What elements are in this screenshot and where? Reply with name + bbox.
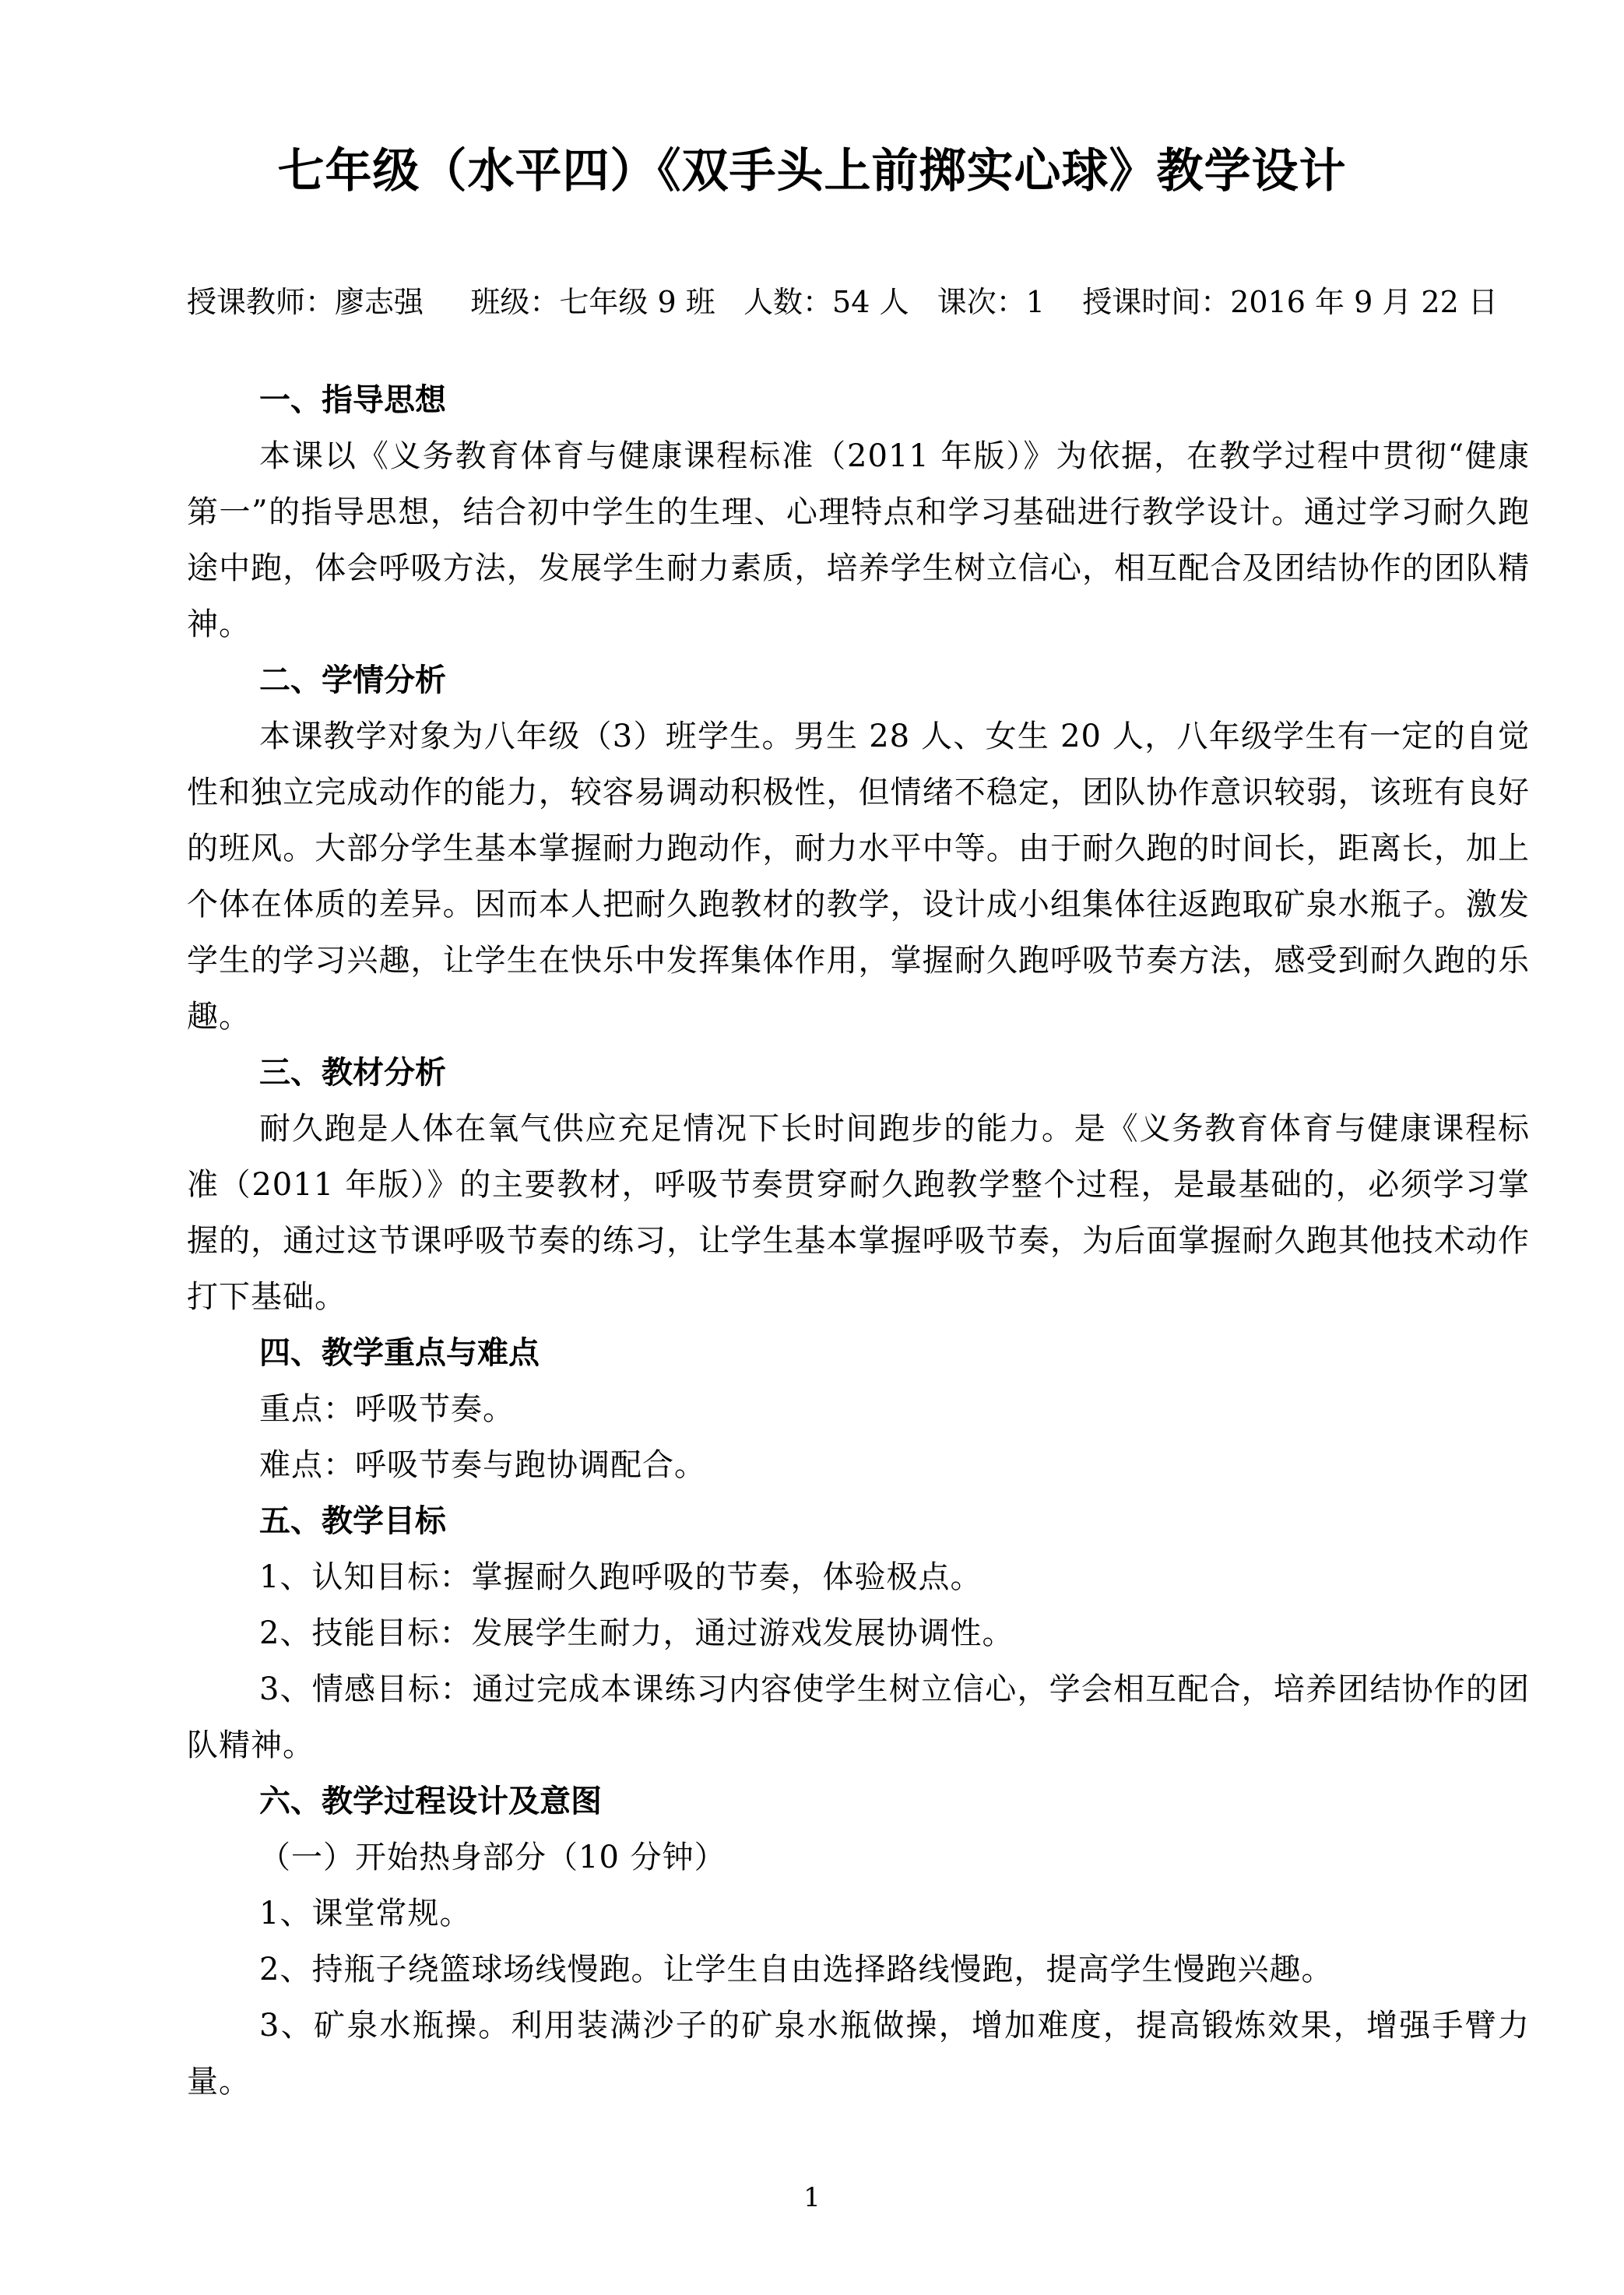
section-heading-guiding-ideology: 一、指导思想 [259, 382, 446, 418]
process-part-warmup: （一）开始热身部分（10 分钟） [259, 1840, 726, 1875]
document-body [187, 372, 1530, 2110]
objective-skill: 2、技能目标：发展学生耐力，通过游戏发展协调性。 [259, 1615, 1014, 1651]
lesson-number: 课次：1 [937, 285, 1045, 319]
lesson-info [187, 277, 1573, 327]
section-text-guiding-ideology: 本课以《义务教育体育与健康课程标准（2011 年版）》为依据，在教学过程中贯彻“健康第一”的指导思想，结合初中学生的生理、心理特点和学习基础进行教学设计。通过学习耐久跑途中跑，体会呼吸方法，发展学生耐力素质，培养学生树立信心，相互配合及团结协作的团队精神。 [187, 438, 1530, 642]
objective-emotional: 3、情感目标：通过完成本课练习内容使学生树立信心，学会相互配合，培养团结协作的团队精神。 [187, 1671, 1530, 1763]
section-heading-material-analysis: 三、教材分析 [259, 1055, 446, 1091]
section-heading-key-points: 四、教学重点与难点 [259, 1335, 540, 1371]
process-step-1: 1、课堂常规。 [259, 1896, 472, 1931]
student-count: 人数：54 人 [743, 285, 909, 319]
key-point: 重点：呼吸节奏。 [259, 1391, 515, 1427]
difficult-point: 难点：呼吸节奏与跑协调配合。 [259, 1447, 706, 1483]
class-info: 班级：七年级 9 班 [470, 285, 715, 319]
page-number: 1 [803, 2182, 821, 2213]
process-step-2: 2、持瓶子绕篮球场线慢跑。让学生自由选择路线慢跑，提高学生慢跑兴趣。 [259, 1952, 1334, 1987]
section-text-student-analysis: 本课教学对象为八年级（3）班学生。男生 28 人、女生 20 人，八年级学生有一定的自觉性和独立完成动作的能力，较容易调动积极性，但情绪不稳定，团队协作意识较弱，该班有良好的班风。大部分学生基本掌握耐力跑动作，耐力水平中等。由于耐久跑的时间长，距离长，加上个体在体质的差异。因而本人把耐久跑教材的教学，设计成小组集体往返跑取矿泉水瓶子。激发学生的学习兴趣，让学生在快乐中发挥集体作用，掌握耐久跑呼吸节奏方法，感受到耐久跑的乐趣。 [187, 719, 1530, 1035]
document-title: 七年级（水平四）《双手头上前掷实心球》教学设计 [277, 144, 1347, 199]
process-step-3: 3、矿泉水瓶操。利用装满沙子的矿泉水瓶做操，增加难度，提高锻炼效果，增强手臂力量。 [187, 2008, 1530, 2100]
section-heading-student-analysis: 二、学情分析 [259, 662, 446, 698]
section-heading-objectives: 五、教学目标 [259, 1503, 446, 1539]
lesson-date: 授课时间：2016 年 9 月 22 日 [1082, 285, 1498, 319]
teacher-info: 授课教师：廖志强 [187, 285, 424, 319]
section-heading-teaching-process: 六、教学过程设计及意图 [259, 1784, 602, 1819]
section-text-material-analysis: 耐久跑是人体在氧气供应充足情况下长时间跑步的能力。是《义务教育体育与健康课程标准（2011 年版）》的主要教材，呼吸节奏贯穿耐久跑教学整个过程，是最基础的，必须学习掌握的，通过这节课呼吸节奏的练习，让学生基本掌握呼吸节奏，为后面掌握耐久跑其他技术动作打下基础。 [187, 1111, 1530, 1315]
objective-cognitive: 1、认知目标：掌握耐久跑呼吸的节奏，体验极点。 [259, 1559, 982, 1595]
